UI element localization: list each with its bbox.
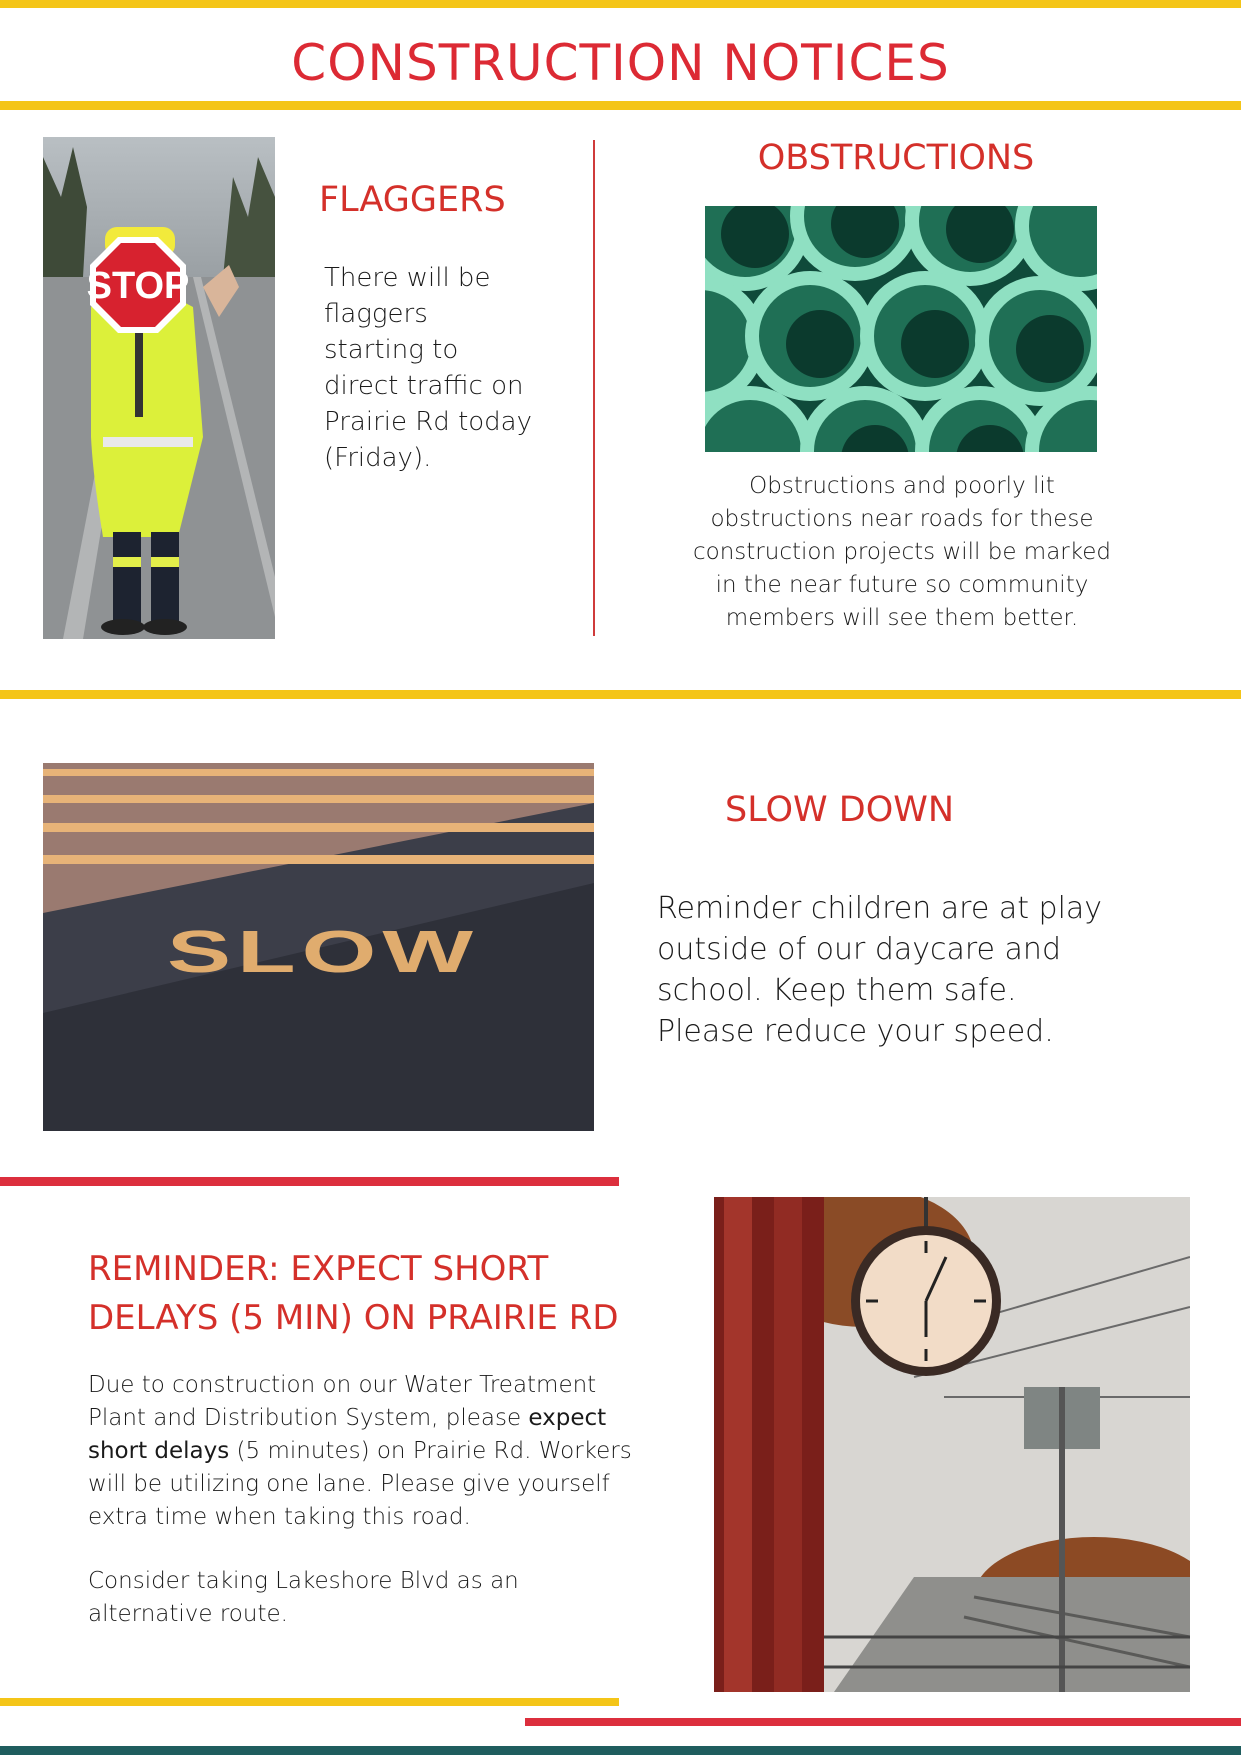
bottom-teal-bar [0, 1746, 1241, 1755]
flagger-photo [43, 137, 275, 639]
reminder-text-part2: (5 minutes) on Prairie Rd. Workers will be utilizing one lane. Please give yourself extra time when taking this road. [88, 1438, 632, 1530]
reminder-text-part1: Due to construction on our Water Treatment Plant and Distribution System, please [88, 1372, 597, 1431]
flaggers-text: There will be flaggers starting to direct traffic on Prairie Rd today (Friday). [324, 263, 532, 473]
page-title: CONSTRUCTION NOTICES [291, 34, 950, 92]
obstructions-heading: OBSTRUCTIONS [757, 138, 1035, 178]
title-underline-yellow-bar [0, 101, 1241, 110]
vertical-divider [593, 140, 595, 636]
bottom-red-bar [525, 1718, 1241, 1726]
reminder-text [88, 1369, 648, 1534]
pipes-photo [705, 206, 1097, 452]
slow-down-heading: SLOW DOWN [725, 790, 955, 830]
obstructions-text: Obstructions and poorly lit obstructions near roads for these construction projects will be marked in the near future so community members will see them better. [692, 473, 1112, 631]
alternative-route-text: Consider taking Lakeshore Blvd as an alternative route. [88, 1568, 519, 1627]
flaggers-heading: FLAGGERS [319, 180, 506, 220]
section-divider-yellow-bar [0, 690, 1241, 699]
section-divider-red-bar [0, 1177, 619, 1186]
slow-road-photo [43, 763, 594, 1131]
reminder-text-bold: expect short delays [88, 1405, 607, 1464]
stop-sign-text: STOP [86, 265, 190, 307]
slow-road-marking: SLOW [167, 918, 479, 985]
station-clock-photo [714, 1197, 1190, 1692]
bottom-yellow-bar [0, 1698, 619, 1706]
top-yellow-bar [0, 0, 1241, 8]
slow-down-text: Reminder children are at play outside of our daycare and school. Keep them safe. Please reduce your speed. [657, 891, 1103, 1049]
reminder-heading: REMINDER: EXPECT SHORT DELAYS (5 MIN) ON PRAIRIE RD [88, 1249, 619, 1338]
